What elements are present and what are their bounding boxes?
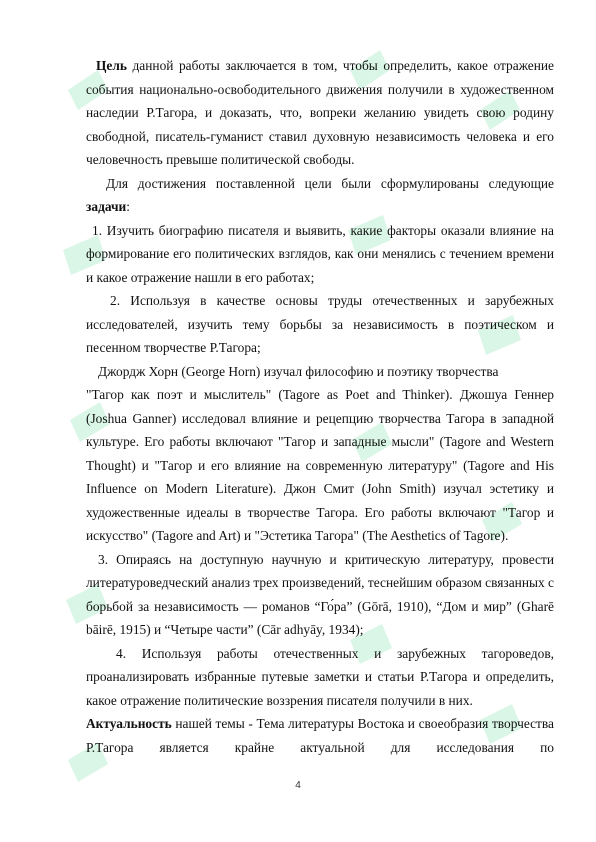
task-4-paragraph: 4. Используя работы отечественных и зарубежных тагороведов, проанализировать избранные путевые заметки и статьи Р.Тагора и определить, какое отражение политические воззрения писателя получили в них. [86, 645, 554, 708]
researchers-paragraph: "Тагор как поэт и мыслитель" (Tagore as Poet and Thinker). Джошуа Геннер (Joshua Ganner) исследовал влияние и рецепцию творчества Тагора в западной культуре. Его работы включают "Тагор и западные мысли" (Tagore and Western Thought) и "Тагор и его влияние на современную литературу" (Tagore and His Influence on Modern Literature). Джон Смит (John Smith) изучал эстетику и художественные идеалы в творчестве Тагора. Его работы включают "Тагор и искусство" (Tagore and Art) и "Эстетика Тагора" (The Aesthetics of Tagore). [86, 387, 554, 543]
goal-label: Цель [96, 58, 127, 73]
task-1-paragraph: 1. Изучить биографию писателя и выявить, какие факторы оказали влияние на формирование его политических взглядов, как они менялись с течением времени и какое отражение нашли в его работах; [86, 222, 554, 285]
relevance-text: нашей темы - Тема литературы Востока и своеобразия творчества Р.Тагора является крайне актуальной для исследования по [86, 716, 554, 755]
tasks-intro-text: Для достижения поставленной цели были сформулированы следующие [106, 175, 554, 191]
tasks-intro-paragraph [86, 172, 554, 219]
goal-text: данной работы заключается в том, чтобы определить, какое отражение события национально-освободительного движения получили в художественном наследии Р.Тагора, и доказать, что, вопреки желанию увидеть свою родину свободной, писатель-гуманист ставил духовную независимость человека и его человечность превыше политической свободы. [86, 58, 554, 167]
horn-line: Джордж Хорн (George Horn) изучал философию и поэтику творчества [98, 363, 499, 379]
goal-paragraph [86, 54, 554, 172]
tasks-colon: : [126, 199, 131, 214]
task-3-paragraph: 3. Опираясь на доступную научную и критическую литературу, провести литературоведческий анализ трех произведений, теснейшим образом связанных с борьбой за независимость — романов “Го́ра” (Gōrā, 1910), “Дом и мир” (Gharē bāirē, 1915) и “Четыре части” (Cār adhyāy, 1934); [86, 551, 554, 637]
page-number: 4 [295, 780, 301, 791]
body-text [86, 54, 554, 759]
relevance-paragraph [86, 712, 554, 759]
tasks-label: задачи [86, 199, 127, 214]
task-2-paragraph: 2. Используя в качестве основы труды отечественных и зарубежных исследователей, изучить тему борьбы за независимость в поэтическом и песенном творчестве Р.Тагора; [86, 293, 554, 355]
relevance-label: Актуальность [86, 716, 172, 731]
